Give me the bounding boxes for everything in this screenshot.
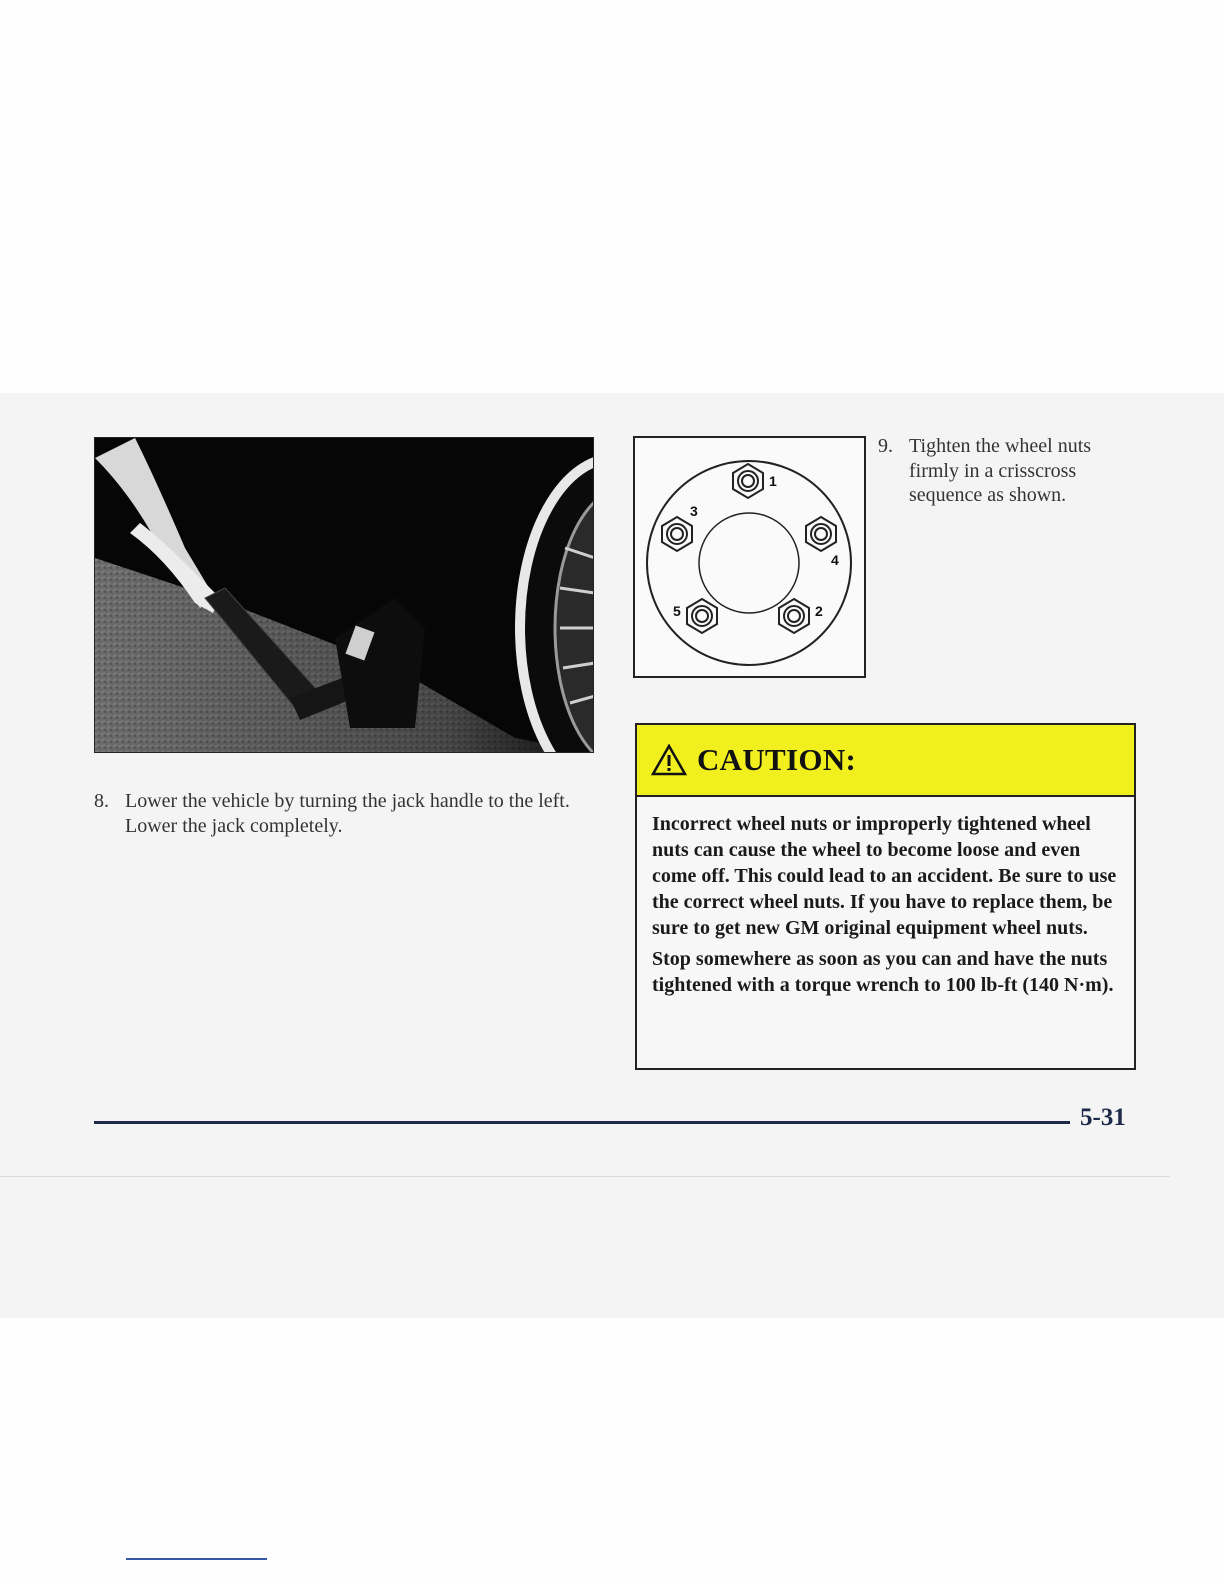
caution-header (637, 725, 1134, 797)
wheel-nut (662, 464, 836, 633)
jack-photo (94, 437, 594, 753)
warning-triangle-icon (651, 744, 687, 776)
wheel-nut-diagram (633, 436, 866, 678)
page-number: 5-31 (1080, 1104, 1126, 1131)
step-number: 8. (94, 790, 109, 812)
caution-paragraph: Stop somewhere as soon as you can and have the nuts tightened with a torque wrench to 100 lb-ft (140 N·m). (652, 948, 1114, 996)
nut-label-4: 4 (831, 552, 839, 568)
nut-label-2: 2 (815, 603, 823, 619)
page-divider (0, 1176, 1170, 1177)
nut-label-3: 3 (690, 503, 698, 519)
step-text: Lower the vehicle by turning the jack handle to the left. Lower the jack completely. (125, 790, 570, 837)
caution-title: CAUTION: (697, 742, 857, 777)
link-underline (126, 1558, 267, 1560)
caution-paragraph: Incorrect wheel nuts or improperly tightened wheel nuts can cause the wheel to become loose and even come off. This could lead to an accident. Be sure to use the correct wheel nuts. If you have to replace them, be sure to get new GM original equipment wheel nuts. (652, 813, 1117, 939)
nut-label-5: 5 (673, 603, 681, 619)
step-9 (878, 434, 1138, 508)
step-number: 9. (878, 435, 893, 457)
step-8 (94, 789, 594, 838)
nut-label-1: 1 (769, 473, 777, 489)
footer-rule (94, 1121, 1070, 1124)
step-text: Tighten the wheel nuts firmly in a crisscross sequence as shown. (909, 435, 1092, 506)
caution-body (637, 797, 1134, 998)
caution-box (635, 723, 1136, 1070)
